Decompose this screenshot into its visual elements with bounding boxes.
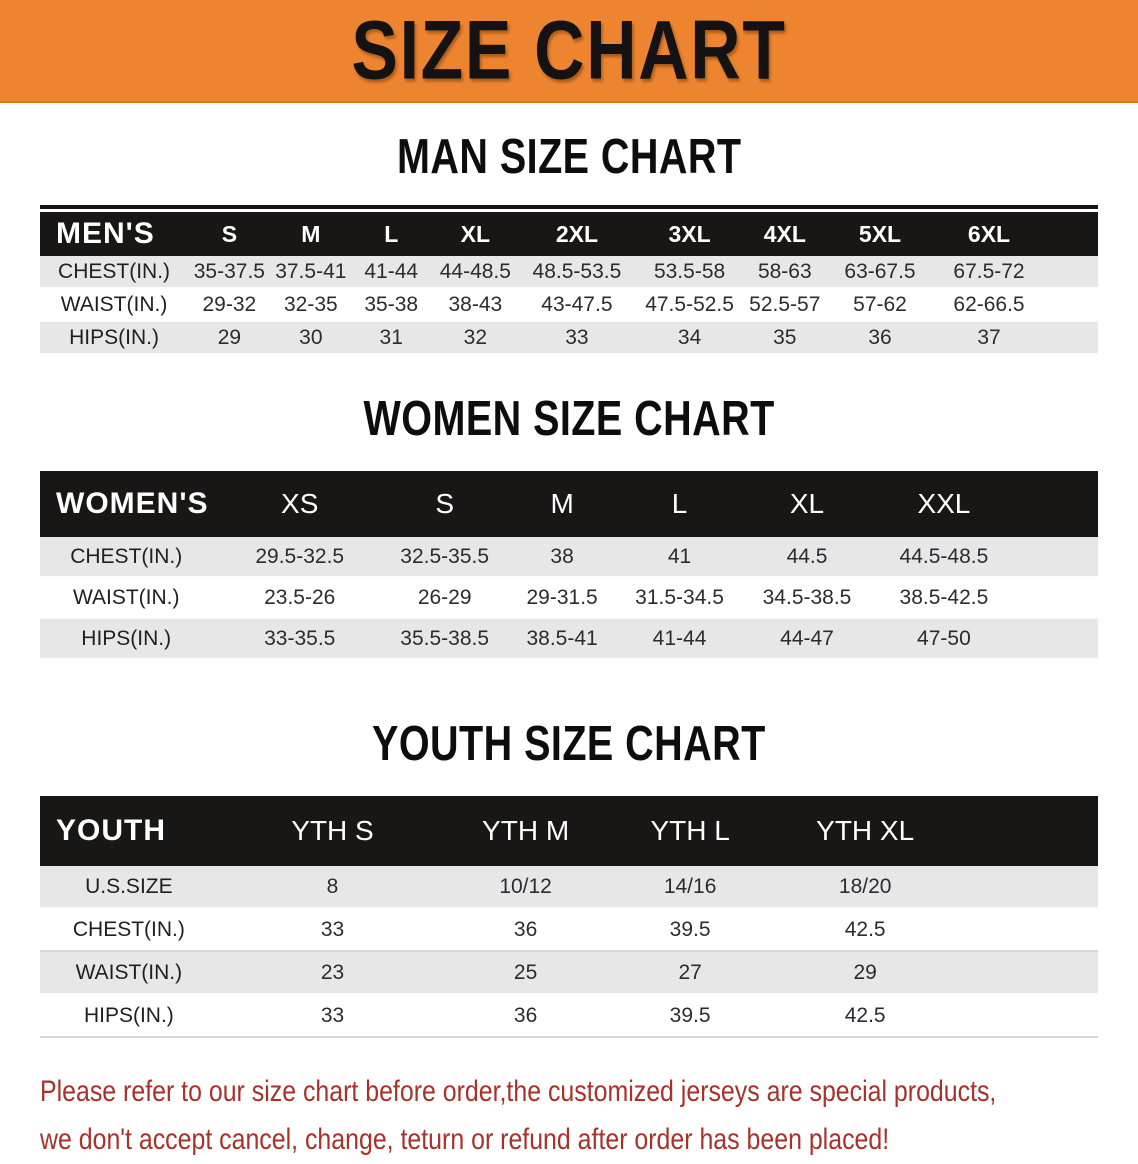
women-column-header: XL <box>737 471 877 537</box>
youth-measurement-cell: 42.5 <box>776 909 1098 952</box>
men-section-heading-text: MAN SIZE CHART <box>396 128 742 184</box>
men-measurement-cell: 38-43 <box>431 289 519 322</box>
women-measurement-cell: 23.5-26 <box>212 578 387 619</box>
men-measurement-cell: 47.5-52.5 <box>635 289 745 322</box>
women-measurement-cell: 34.5-38.5 <box>737 578 877 619</box>
women-column-header: XXL <box>877 471 1098 537</box>
women-measurement-cell: 38.5-42.5 <box>877 578 1098 619</box>
men-table-row <box>40 289 1098 322</box>
men-measurement-cell: 36 <box>825 322 935 355</box>
women-measurement-cell: 35.5-38.5 <box>387 619 502 660</box>
men-measurement-cell: 37.5-41 <box>271 256 351 289</box>
size-chart-banner <box>0 0 1138 103</box>
women-measurement-cell: 47-50 <box>877 619 1098 660</box>
women-row-label: WAIST(IN.) <box>40 578 212 619</box>
women-section-heading <box>40 391 1098 445</box>
charts-container <box>0 129 1138 1038</box>
youth-header-row <box>40 796 1098 866</box>
men-row-label: HIPS(IN.) <box>40 322 188 355</box>
men-measurement-cell: 63-67.5 <box>825 256 935 289</box>
women-column-header: XS <box>212 471 387 537</box>
youth-column-header: YTH L <box>604 796 776 866</box>
youth-size-table <box>40 796 1098 1038</box>
men-measurement-cell: 41-44 <box>351 256 431 289</box>
men-measurement-cell: 34 <box>635 322 745 355</box>
youth-section-heading <box>40 716 1098 770</box>
men-column-header: L <box>351 212 431 256</box>
men-measurement-cell: 52.5-57 <box>745 289 825 322</box>
men-measurement-cell: 37 <box>935 322 1098 355</box>
youth-column-header: YTH M <box>447 796 604 866</box>
women-measurement-cell: 26-29 <box>387 578 502 619</box>
youth-measurement-cell: 23 <box>218 952 448 995</box>
men-size-chart-section <box>40 129 1098 355</box>
men-measurement-cell: 29-32 <box>188 289 271 322</box>
women-measurement-cell: 38 <box>502 537 622 578</box>
youth-measurement-cell: 36 <box>447 909 604 952</box>
women-measurement-cell: 44.5 <box>737 537 877 578</box>
men-table-wrap <box>40 205 1098 355</box>
youth-row-label: WAIST(IN.) <box>40 952 218 995</box>
youth-row-label: U.S.SIZE <box>40 866 218 909</box>
youth-table-row <box>40 952 1098 995</box>
youth-column-header: YTH S <box>218 796 448 866</box>
youth-size-chart-section <box>40 716 1098 1038</box>
women-row-label: HIPS(IN.) <box>40 619 212 660</box>
women-size-chart-section <box>40 391 1098 660</box>
men-header-row <box>40 212 1098 256</box>
men-measurement-cell: 32 <box>431 322 519 355</box>
women-measurement-cell: 29.5-32.5 <box>212 537 387 578</box>
women-table-row <box>40 537 1098 578</box>
youth-measurement-cell: 33 <box>218 995 448 1038</box>
disclaimer <box>40 1068 1138 1164</box>
women-table-row <box>40 578 1098 619</box>
women-measurement-cell: 38.5-41 <box>502 619 622 660</box>
disclaimer-line-1: Please refer to our size chart before order,the customized jerseys are special products, <box>40 1075 997 1108</box>
men-row-label: WAIST(IN.) <box>40 289 188 322</box>
youth-measurement-cell: 25 <box>447 952 604 995</box>
men-column-header: MEN'S <box>40 212 188 256</box>
youth-measurement-cell: 18/20 <box>776 866 1098 909</box>
women-column-header: WOMEN'S <box>40 471 212 537</box>
youth-measurement-cell: 36 <box>447 995 604 1038</box>
women-measurement-cell: 44.5-48.5 <box>877 537 1098 578</box>
women-measurement-cell: 32.5-35.5 <box>387 537 502 578</box>
youth-column-header: YOUTH <box>40 796 218 866</box>
women-column-header: S <box>387 471 502 537</box>
youth-table-wrap <box>40 796 1098 1038</box>
youth-column-header: YTH XL <box>776 796 1098 866</box>
men-measurement-cell: 67.5-72 <box>935 256 1098 289</box>
men-measurement-cell: 57-62 <box>825 289 935 322</box>
men-column-header: XL <box>431 212 519 256</box>
women-size-table <box>40 471 1098 660</box>
youth-measurement-cell: 14/16 <box>604 866 776 909</box>
women-row-label: CHEST(IN.) <box>40 537 212 578</box>
men-table-row <box>40 322 1098 355</box>
men-measurement-cell: 35-37.5 <box>188 256 271 289</box>
men-table-row <box>40 256 1098 289</box>
men-measurement-cell: 29 <box>188 322 271 355</box>
men-section-heading <box>40 129 1098 183</box>
men-measurement-cell: 62-66.5 <box>935 289 1098 322</box>
men-measurement-cell: 33 <box>519 322 634 355</box>
women-header-row <box>40 471 1098 537</box>
youth-measurement-cell: 33 <box>218 909 448 952</box>
men-column-header: M <box>271 212 351 256</box>
men-measurement-cell: 32-35 <box>271 289 351 322</box>
men-measurement-cell: 53.5-58 <box>635 256 745 289</box>
disclaimer-line-2: we don't accept cancel, change, teturn or refund after order has been placed! <box>40 1123 890 1156</box>
men-measurement-cell: 31 <box>351 322 431 355</box>
women-table-wrap <box>40 471 1098 660</box>
youth-measurement-cell: 8 <box>218 866 448 909</box>
youth-table-row <box>40 995 1098 1038</box>
men-size-table <box>40 212 1098 355</box>
men-column-header: 5XL <box>825 212 935 256</box>
men-measurement-cell: 35 <box>745 322 825 355</box>
men-measurement-cell: 48.5-53.5 <box>519 256 634 289</box>
women-table-row <box>40 619 1098 660</box>
men-column-header: 3XL <box>635 212 745 256</box>
men-column-header: 6XL <box>935 212 1098 256</box>
women-measurement-cell: 33-35.5 <box>212 619 387 660</box>
men-row-label: CHEST(IN.) <box>40 256 188 289</box>
men-measurement-cell: 30 <box>271 322 351 355</box>
women-measurement-cell: 41-44 <box>622 619 737 660</box>
youth-table-row <box>40 866 1098 909</box>
women-column-header: L <box>622 471 737 537</box>
women-measurement-cell: 41 <box>622 537 737 578</box>
page-title: SIZE CHART <box>351 3 787 97</box>
men-column-header: 2XL <box>519 212 634 256</box>
youth-measurement-cell: 27 <box>604 952 776 995</box>
women-measurement-cell: 31.5-34.5 <box>622 578 737 619</box>
youth-measurement-cell: 42.5 <box>776 995 1098 1038</box>
youth-table-row <box>40 909 1098 952</box>
men-measurement-cell: 44-48.5 <box>431 256 519 289</box>
women-section-heading-text: WOMEN SIZE CHART <box>363 390 775 446</box>
youth-measurement-cell: 39.5 <box>604 995 776 1038</box>
men-measurement-cell: 43-47.5 <box>519 289 634 322</box>
youth-measurement-cell: 29 <box>776 952 1098 995</box>
men-column-header: S <box>188 212 271 256</box>
women-column-header: M <box>502 471 622 537</box>
youth-section-heading-text: YOUTH SIZE CHART <box>372 715 766 771</box>
women-measurement-cell: 29-31.5 <box>502 578 622 619</box>
men-column-header: 4XL <box>745 212 825 256</box>
men-measurement-cell: 58-63 <box>745 256 825 289</box>
youth-measurement-cell: 39.5 <box>604 909 776 952</box>
youth-row-label: CHEST(IN.) <box>40 909 218 952</box>
youth-row-label: HIPS(IN.) <box>40 995 218 1038</box>
women-measurement-cell: 44-47 <box>737 619 877 660</box>
youth-measurement-cell: 10/12 <box>447 866 604 909</box>
men-measurement-cell: 35-38 <box>351 289 431 322</box>
